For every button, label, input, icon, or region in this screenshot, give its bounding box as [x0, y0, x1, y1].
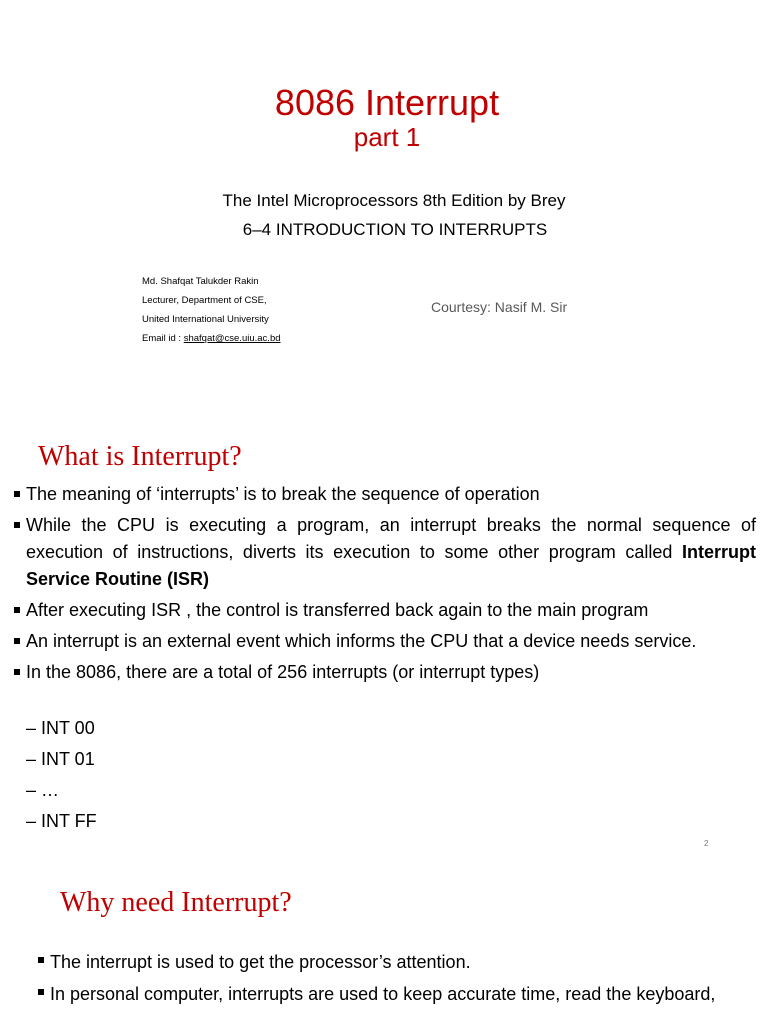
- slide-subtitle: part 1: [353, 122, 421, 152]
- bullet-text: The interrupt is used to get the processor’s attention.: [50, 952, 471, 972]
- slide-heading: Why need Interrupt?: [60, 887, 292, 918]
- square-bullet-icon: [14, 607, 20, 613]
- bullet-text: In personal computer, interrupts are used to keep accurate time, read the keyboard,: [50, 984, 716, 1004]
- square-bullet-icon: [14, 522, 20, 528]
- page-number: 2: [704, 839, 709, 848]
- bullet-text: After executing ISR , the control is transferred back again to the main program: [26, 600, 649, 620]
- bullet-text: In the 8086, there are a total of 256 interrupts (or interrupt types): [26, 662, 540, 682]
- bullet-text: The meaning of ‘interrupts’ is to break the sequence of operation: [26, 484, 540, 504]
- courtesy-note: Courtesy: Nasif M. Sir: [431, 299, 568, 315]
- sub-list-item: – INT FF: [26, 811, 97, 831]
- slide-heading: What is Interrupt?: [38, 441, 242, 472]
- email-label: Email id :: [142, 333, 184, 344]
- book-reference: The Intel Microprocessors 8th Edition by Brey: [222, 191, 566, 210]
- interrupt-type-list: [26, 713, 97, 837]
- title-slide: [0, 0, 768, 430]
- bullet-list: [12, 481, 756, 690]
- sub-list-item: – INT 00: [26, 718, 95, 738]
- bullet-item: [12, 628, 756, 655]
- slide-title: 8086 Interrupt: [274, 82, 500, 123]
- bullet-item: [12, 597, 756, 624]
- square-bullet-icon: [38, 989, 44, 995]
- bullet-text: An interrupt is an external event which informs the CPU that a device needs service.: [26, 631, 697, 651]
- chapter-reference: 6–4 INTRODUCTION TO INTERRUPTS: [242, 220, 548, 239]
- square-bullet-icon: [14, 669, 20, 675]
- author-email-line: [142, 329, 281, 348]
- author-position: Lecturer, Department of CSE,: [142, 295, 267, 306]
- author-name: Md. Shafqat Talukder Rakin: [142, 276, 259, 287]
- square-bullet-icon: [38, 957, 44, 963]
- square-bullet-icon: [14, 638, 20, 644]
- bullet-item: [36, 946, 748, 978]
- author-university: United International University: [142, 314, 269, 325]
- bullet-item: [36, 978, 748, 1010]
- what-is-interrupt-slide: [0, 431, 768, 859]
- bullet-text: While the CPU is executing a program, an interrupt breaks the normal sequence of execution of instructions, diverts its execution to some other program called: [26, 515, 756, 562]
- sub-list-item: – INT 01: [26, 749, 95, 769]
- email-link[interactable]: shafqat@cse.uiu.ac.bd: [183, 333, 281, 344]
- bullet-bold-text: Interrupt Service Routine (ISR): [26, 542, 756, 589]
- bullet-item: [12, 481, 756, 508]
- bullet-item: [12, 659, 756, 686]
- author-info: [142, 272, 281, 348]
- square-bullet-icon: [14, 491, 20, 497]
- why-need-interrupt-slide: [0, 860, 768, 1024]
- bullet-item: [12, 512, 756, 593]
- bullet-list: [36, 946, 748, 1010]
- sub-list-item: – …: [26, 780, 60, 800]
